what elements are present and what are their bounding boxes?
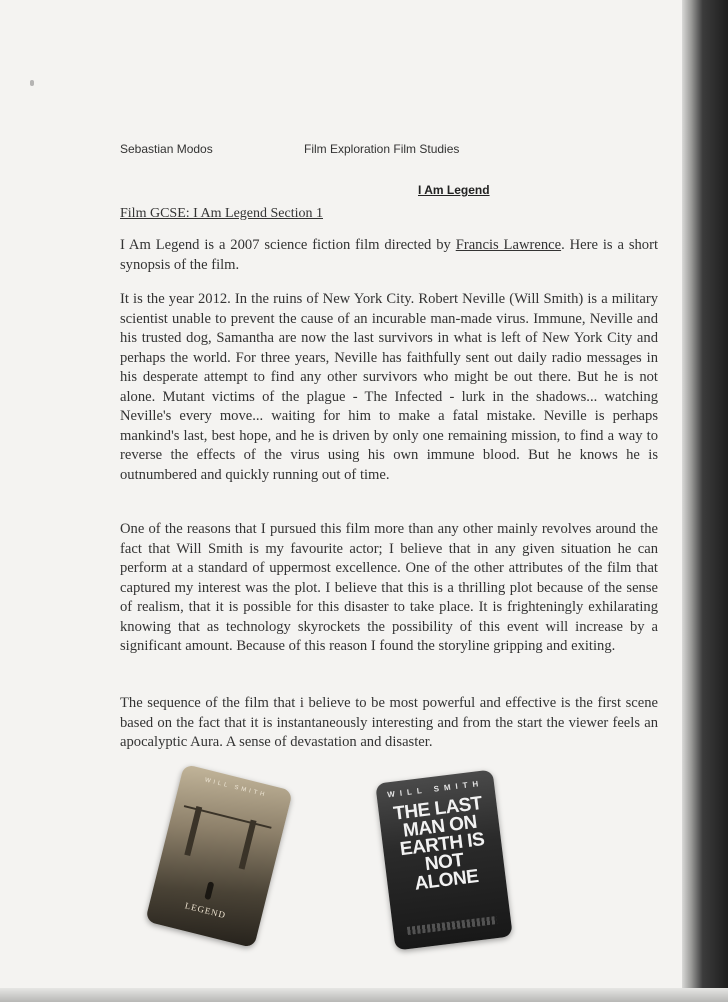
scan-edge-bottom xyxy=(0,988,728,1002)
poster-right-tagline: THE LAST MAN ON EARTH IS NOT ALONE xyxy=(392,793,486,895)
scan-speck xyxy=(30,80,34,86)
scan-edge-right xyxy=(682,0,728,1002)
reasons-paragraph: One of the reasons that I pursued this film more than any other mainly revolves around the fact that Will Smith is my favourite actor; I believe that in any given situation he can perform at a standard of uppermost excellence. One of the other attributes of the film that captured my interest was the plot. I believe that this is a thrilling plot because of the sense of realism, that it is possible for this disaster to take place. It is frighteningly exhilarating knowing that as technology skyrockets the possibility of this event will increase by a significant amount. Because of this reason I found the storyline gripping and exiting. xyxy=(120,521,658,654)
intro-text-start: I Am Legend is a 2007 science fiction film directed by xyxy=(120,237,456,253)
course-name: Film Exploration Film Studies xyxy=(304,142,460,156)
section-heading: Film GCSE: I Am Legend Section 1 xyxy=(120,206,323,221)
director-link[interactable]: Francis Lawrence xyxy=(455,237,562,253)
author-name: Sebastian Modos xyxy=(120,142,213,156)
synopsis-paragraph: It is the year 2012. In the ruins of New York City. Robert Neville (Will Smith) is a military scientist unable to prevent the cause of an incurable man-made virus. Immune, Neville and his trusted dog, Samantha are now the last survivors in what is left of New York City and perhaps the world. For three years, Neville has faithfully sent out daily radio messages in his desperate attempt to find any other survivors who might be out there. But he is not alone. Mutant victims of the plague - The Infected - lurk in the shadows... watching Neville's every move... waiting for him to make a fatal mistake. Neville is perhaps mankind's last, best hope, and he is driven by only one remaining mission, to find a way to reverse the effects of the virus using his own immune blood. But he knows he is outnumbered and quickly running out of time. xyxy=(120,291,658,483)
i-am-legend-poster-left xyxy=(145,764,293,948)
poster-credits-block xyxy=(407,916,497,935)
sequence-paragraph: The sequence of the film that i believe to be most powerful and effective is the first scene based on the fact that it is instantaneously interesting and from the start the viewer feels an apocalyptic Aura. A sense of devastation and disaster. xyxy=(120,695,658,750)
bridge-graphic xyxy=(169,805,271,887)
poster-left-title: LEGEND xyxy=(183,900,228,921)
poster-right-actor: WILL SMITH xyxy=(386,778,484,800)
intro-text-end: . Here is a short synopsis of the film. xyxy=(120,237,659,273)
intro-paragraph xyxy=(120,236,658,275)
poster-left-actor: WILL SMITH xyxy=(204,777,268,799)
i-am-legend-poster-right xyxy=(375,769,513,950)
document-title: I Am Legend xyxy=(418,183,490,197)
figure-graphic xyxy=(204,881,214,900)
